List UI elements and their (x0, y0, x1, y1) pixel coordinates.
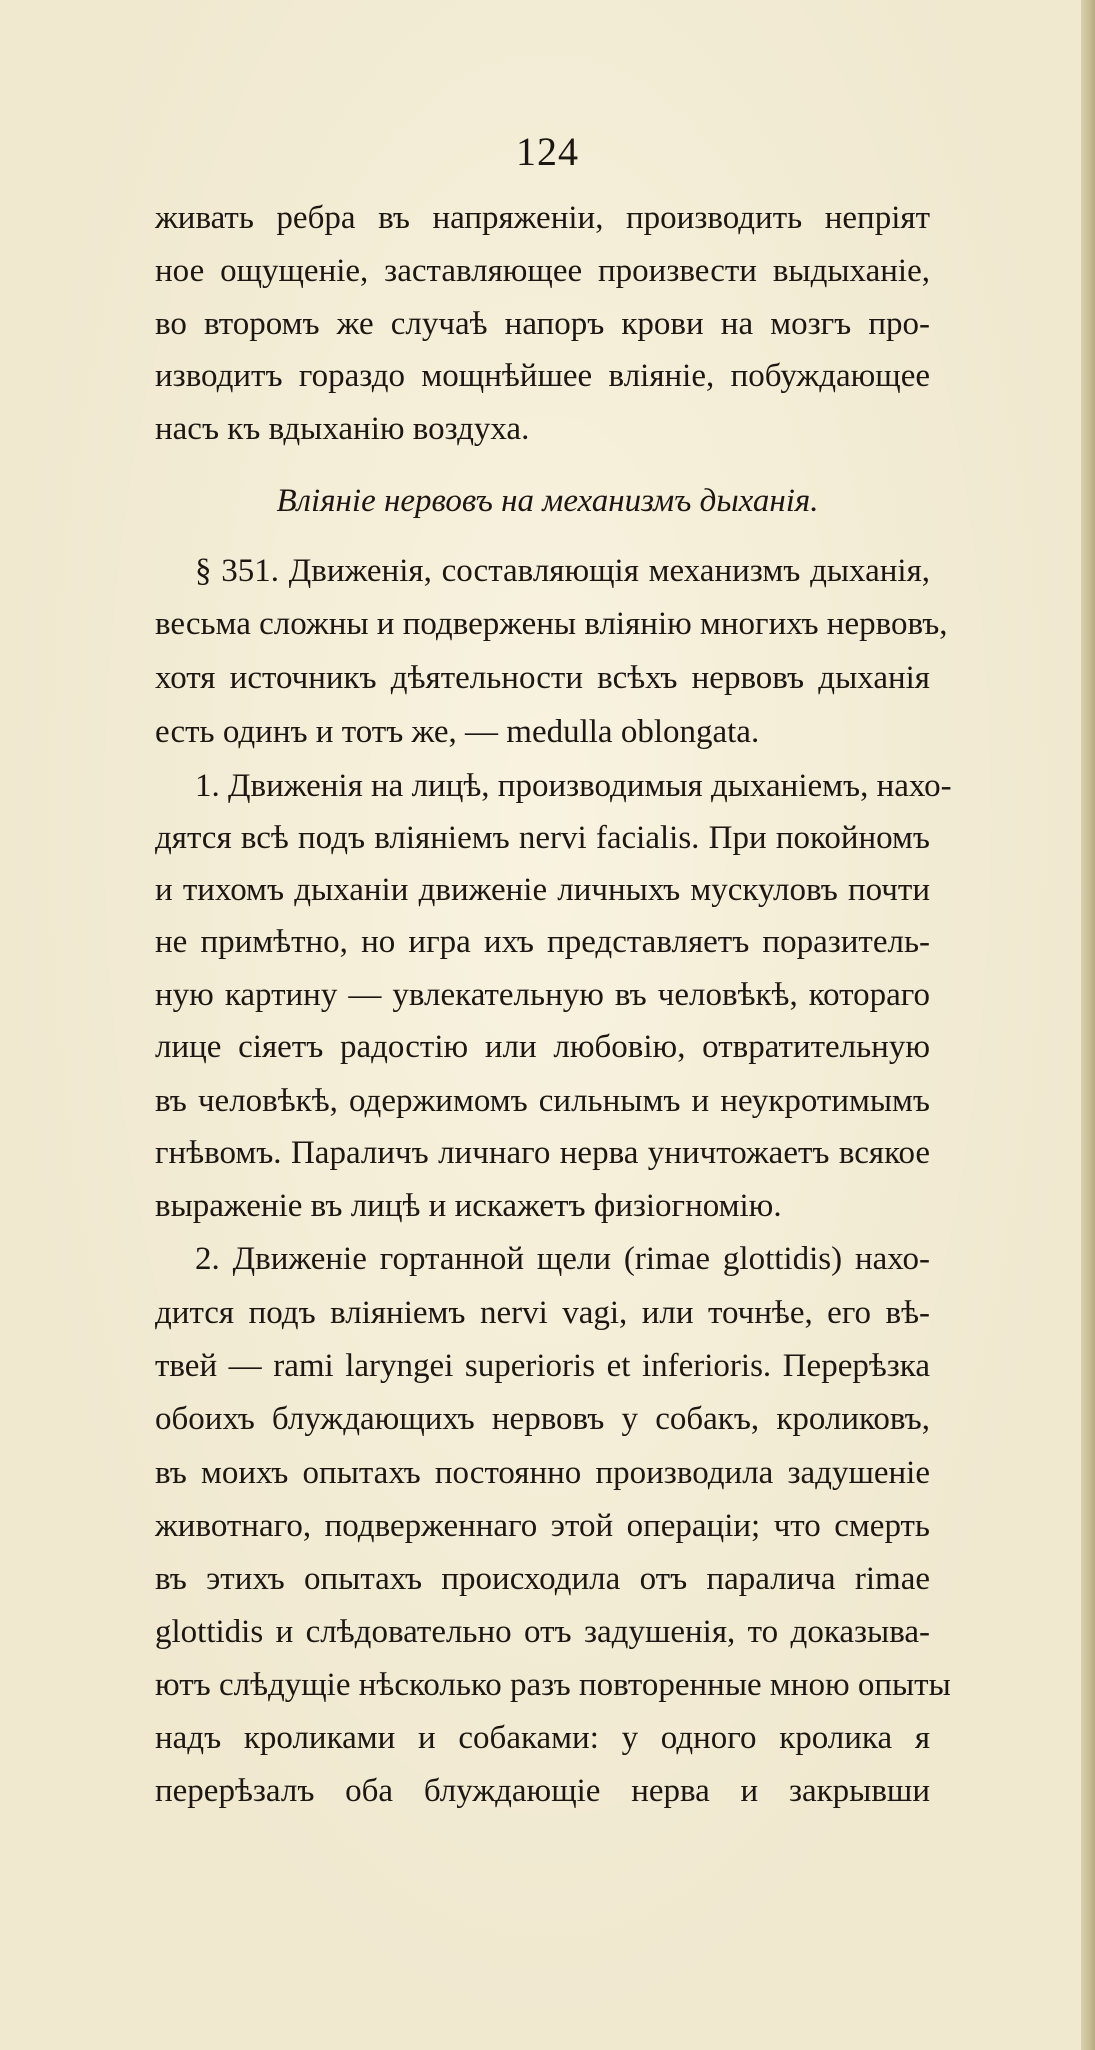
text-line: надъ кроликами и собаками: у одного кролика я (155, 1720, 930, 1756)
section-heading: Вліяніе нервовъ на механизмъ дыханія. (276, 483, 819, 519)
text-line: въ человѣкѣ, одержимомъ сильнымъ и неукротимымъ (155, 1083, 930, 1119)
text-line: есть одинъ и тотъ же, — medulla oblongata. (155, 714, 760, 750)
text-line: ное ощущеніе, заставляющее произвести выдыханіе, (155, 253, 930, 289)
text-line: обоихъ блуждающихъ нервовъ у собакъ, кроликовъ, (155, 1401, 930, 1437)
text-line: изводитъ гораздо мощнѣйшее вліяніе, побуждающее (155, 358, 930, 394)
paragraph-start: 2. Движеніе гортанной щели (rimae glottidis) нахо- (195, 1241, 930, 1277)
text-line: лице сіяетъ радостію или любовію, отвратительную (155, 1029, 930, 1065)
text-line: glottidis и слѣдовательно отъ задушенія, то доказыва- (155, 1614, 930, 1650)
text-line: въ моихъ опытахъ постоянно производила задушеніе (155, 1455, 930, 1491)
text-line: насъ къ вдыханію воздуха. (155, 411, 530, 447)
text-line: живать ребра въ напряженіи, производить непріят (155, 200, 930, 236)
text-line: не примѣтно, но игра ихъ представляетъ поразитель- (155, 924, 930, 960)
page-edge (1081, 0, 1095, 2050)
text-line: въ этихъ опытахъ происходила отъ паралича rimae (155, 1561, 930, 1597)
text-line: животнаго, подверженнаго этой операціи; что смерть (155, 1508, 930, 1544)
text-line: дятся всѣ подъ вліяніемъ nervi facialis. При покойномъ (155, 820, 930, 856)
text-line: выраженіе въ лицѣ и искажетъ физіогномію. (155, 1188, 782, 1224)
text-line: ютъ слѣдущіе нѣсколько разъ повторенные мною опыты (155, 1667, 951, 1703)
text-line: во второмъ же случаѣ напоръ крови на мозгъ про- (155, 306, 930, 342)
text-line: дится подъ вліяніемъ nervi vagi, или точнѣе, его вѣ- (155, 1295, 930, 1331)
text-line: весьма сложны и подвержены вліянію многихъ нервовъ, (155, 606, 948, 642)
text-line: хотя источникъ дѣятельности всѣхъ нервовъ дыханія (155, 660, 930, 696)
text-line: ную картину — увлекательную въ человѣкѣ, котораго (155, 977, 930, 1013)
text-line: и тихомъ дыханіи движеніе личныхъ мускуловъ почти (155, 872, 930, 908)
paragraph-start: 1. Движенія на лицѣ, производимыя дыханіемъ, нахо- (195, 768, 952, 804)
text-line: гнѣвомъ. Параличъ личнаго нерва уничтожаетъ всякое (155, 1135, 930, 1171)
page-number: 124 (516, 129, 579, 174)
paragraph-start: § 351. Движенія, составляющія механизмъ дыханія, (195, 553, 930, 589)
text-line: твей — rami laryngei superioris et inferioris. Перерѣзка (155, 1348, 930, 1384)
text-line: перерѣзалъ оба блуждающіе нерва и закрывши (155, 1773, 930, 1809)
